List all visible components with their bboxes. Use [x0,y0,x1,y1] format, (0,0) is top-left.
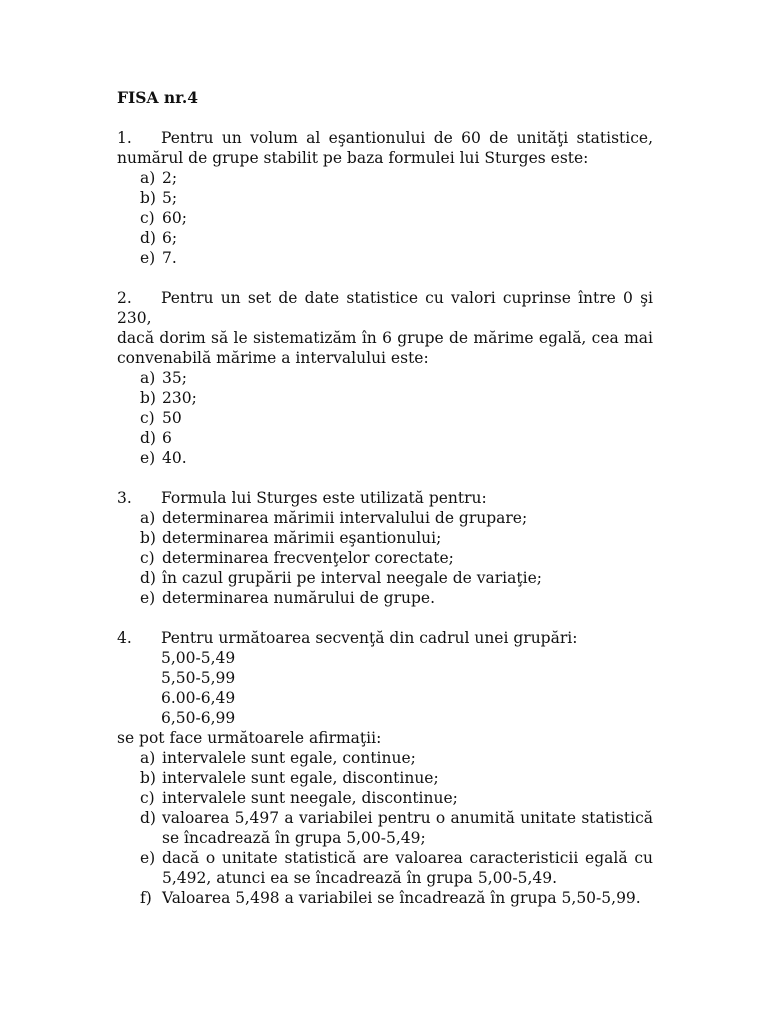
option-text: intervalele sunt egale, continue; [162,749,416,767]
answer-option [117,188,653,208]
question-1-first-line [117,128,653,148]
option-letter: e) [140,849,156,867]
answer-options [117,168,653,268]
answer-option [117,408,653,428]
question-text: Formula lui Sturges este utilizată pentru: [161,489,487,507]
option-text: intervalele sunt egale, discontinue; [162,769,439,787]
option-letter: e) [140,249,156,267]
answer-option [117,748,653,768]
question-3-first-line [117,488,653,508]
answer-option [117,568,653,588]
question-number: 2. [117,289,132,307]
answer-option [117,548,653,568]
answer-option [117,368,653,388]
option-text: 6; [162,229,178,247]
question-text: Pentru un volum al eşantionului de 60 de unităţi statistice, [161,129,653,147]
question-text: Pentru următoarea secvenţă din cadrul unei grupări: [161,629,578,647]
question-number: 3. [117,489,132,507]
answer-option [117,168,653,188]
answer-options [117,508,653,608]
answer-option [117,848,653,888]
option-text: determinarea frecvenţelor corectate; [162,549,454,567]
question-number: 1. [117,129,132,147]
answer-options [117,748,653,908]
option-text: 6 [162,429,172,447]
option-letter: f) [140,889,152,907]
answer-option [117,428,653,448]
option-text: în cazul grupării pe interval neegale de variaţie; [162,569,542,587]
option-letter: a) [140,369,156,387]
interval-value: 6.00-6,49 [161,689,236,707]
answer-option [117,388,653,408]
option-letter: a) [140,749,156,767]
option-letter: d) [140,229,156,247]
answer-options [117,368,653,468]
interval-value: 6,50-6,99 [161,709,236,727]
option-letter: a) [140,509,156,527]
option-text: Valoarea 5,498 a variabilei se încadrează în grupa 5,50-5,99. [162,889,641,907]
option-text: determinarea mărimii eşantionului; [162,529,442,547]
question-1 [117,128,653,268]
worksheet-title: FISA nr.4 [117,88,199,107]
question-number: 4. [117,629,132,647]
option-letter: a) [140,169,156,187]
option-text: 2; [162,169,178,187]
question-3 [117,488,653,608]
answer-option [117,448,653,468]
option-letter: c) [140,789,155,807]
question-4 [117,628,653,908]
option-text: intervalele sunt neegale, discontinue; [162,789,458,807]
option-text: valoarea 5,497 a variabilei pentru o anumită unitate statistică se încadrează în grupa 5,00-5,49; [162,809,653,847]
question-text-continuation: numărul de grupe stabilit pe baza formulei lui Sturges este: [117,149,589,167]
answer-option [117,528,653,548]
answer-option [117,768,653,788]
question-4-first-line [117,628,653,648]
question-text: Pentru un set de date statistice cu valori cuprinse între 0 şi 230, [117,289,653,327]
option-letter: e) [140,589,156,607]
option-text: 7. [162,249,177,267]
option-text: 50 [162,409,182,427]
option-letter: b) [140,529,156,547]
interval-value: 5,50-5,99 [161,669,236,687]
answer-option [117,888,653,908]
answer-option [117,248,653,268]
question-text-continuation: se pot face următoarele afirmaţii: [117,729,382,747]
option-text: 35; [162,369,187,387]
answer-option [117,808,653,848]
option-letter: b) [140,389,156,407]
option-text: 60; [162,209,187,227]
answer-option [117,228,653,248]
answer-option [117,588,653,608]
option-text: dacă o unitate statistică are valoarea caracteristicii egală cu 5,492, atunci ea se încadrează în grupa 5,00-5,49. [162,849,653,887]
option-letter: c) [140,409,155,427]
question-text-continuation: dacă dorim să le sistematizăm în 6 grupe de mărime egală, cea mai convenabilă mărime a intervalului este: [117,329,653,367]
question-2-first-line [117,288,653,328]
option-letter: d) [140,569,156,587]
worksheet-page [117,88,653,928]
interval-sequence [117,648,653,728]
option-text: 5; [162,189,178,207]
interval-value: 5,00-5,49 [161,649,236,667]
answer-option [117,788,653,808]
option-letter: d) [140,429,156,447]
option-letter: b) [140,769,156,787]
answer-option [117,508,653,528]
question-2 [117,288,653,468]
option-letter: c) [140,549,155,567]
option-letter: b) [140,189,156,207]
answer-option [117,208,653,228]
option-letter: c) [140,209,155,227]
option-text: determinarea mărimii intervalului de grupare; [162,509,528,527]
option-text: determinarea numărului de grupe. [162,589,436,607]
option-text: 230; [162,389,197,407]
option-text: 40. [162,449,187,467]
option-letter: e) [140,449,156,467]
option-letter: d) [140,809,156,827]
